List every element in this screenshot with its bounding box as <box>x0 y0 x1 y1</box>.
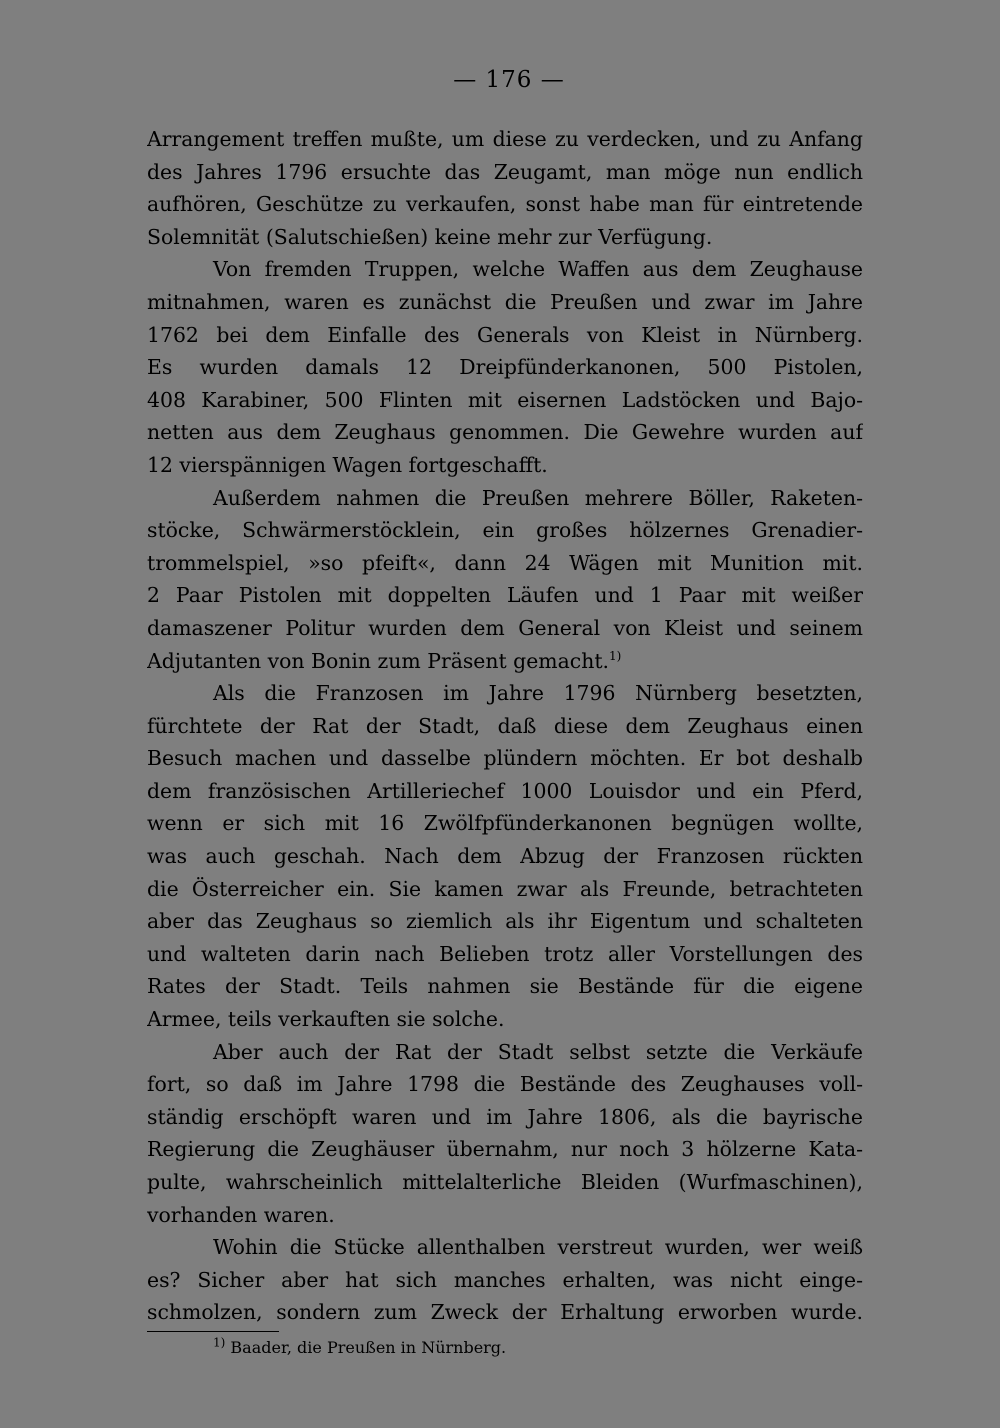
text-line: Wohin die Stücke allenthalben verstreut wurden, wer weiß <box>213 1235 863 1260</box>
text-line: damaszener Politur wurden dem General von Kleist und seinem <box>147 615 863 640</box>
footnote <box>147 1336 863 1360</box>
text-line-content: Adjutanten von Bonin zum Präsent gemacht. <box>147 648 610 673</box>
text-line: Armee, teils verkauften sie solche. <box>147 1007 505 1032</box>
text-line: aber das Zeughaus so ziemlich als ihr Eigentum und schalteten <box>147 909 863 934</box>
text-line: 2 Paar Pistolen mit doppelten Läufen und 1 Paar mit weißer <box>147 583 863 608</box>
text-line: Arrangement treffen mußte, um diese zu verdecken, und zu Anfang <box>147 127 863 151</box>
footnote-reference[interactable]: 1) <box>609 648 622 663</box>
text-line: Aber auch der Rat der Stadt selbst setzte die Verkäufe <box>213 1039 863 1064</box>
text-line: Rates der Stadt. Teils nahmen sie Bestände für die eigene <box>147 974 863 999</box>
paragraph <box>147 1231 863 1329</box>
page-number: — 176 — <box>453 67 565 93</box>
text-line: 408 Karabiner, 500 Flinten mit eisernen Ladstöcken und Bajo- <box>147 387 863 412</box>
body-text <box>147 123 863 1329</box>
text-line: fort, so daß im Jahre 1798 die Bestände des Zeughauses voll- <box>147 1072 863 1097</box>
footnote-marker: 1) <box>213 1335 226 1350</box>
text-line: was auch geschah. Nach dem Abzug der Franzosen rückten <box>147 844 863 869</box>
text-line: pulte, wahrscheinlich mittelalterliche Bleiden (Wurfmaschinen), <box>147 1170 863 1194</box>
text-line: 12 vierspännigen Wagen fortgeschafft. <box>147 452 548 477</box>
footnote-divider <box>147 1331 279 1332</box>
text-line: vorhanden waren. <box>147 1202 335 1227</box>
paragraph <box>147 253 863 481</box>
text-line: aufhören, Geschütze zu verkaufen, sonst habe man für eintretende <box>147 192 863 217</box>
footnote-text: Baader, die Preußen in Nürnberg. <box>230 1337 507 1357</box>
text-line: ständig erschöpft waren und im Jahre 1806, als die bayrische <box>147 1104 863 1129</box>
text-line: netten aus dem Zeughaus genommen. Die Gewehre wurden auf <box>147 420 863 445</box>
text-line <box>147 645 863 678</box>
document-page <box>147 60 863 1360</box>
text-line: Außerdem nahmen die Preußen mehrere Böller, Raketen- <box>213 485 863 510</box>
paragraph <box>147 482 863 678</box>
text-line: Von fremden Truppen, welche Waffen aus dem Zeughause <box>213 257 863 282</box>
text-line: mitnahmen, waren es zunächst die Preußen und zwar im Jahre <box>147 289 863 314</box>
text-line: Es wurden damals 12 Dreipfünderkanonen, 500 Pistolen, <box>147 355 863 380</box>
text-line: stöcke, Schwärmerstöcklein, ein großes hölzernes Grenadier- <box>147 518 863 543</box>
paragraph <box>147 677 863 1036</box>
text-line: die Österreicher ein. Sie kamen zwar als Freunde, betrachteten <box>147 876 863 901</box>
text-line: wenn er sich mit 16 Zwölfpfünderkanonen begnügen wollte, <box>147 811 863 836</box>
text-line: fürchtete der Rat der Stadt, daß diese dem Zeughaus einen <box>147 713 863 738</box>
text-line: Regierung die Zeughäuser übernahm, nur noch 3 hölzerne Kata- <box>147 1137 863 1162</box>
text-line: Solemnität (Salutschießen) keine mehr zur Verfügung. <box>147 224 713 249</box>
text-line: Besuch machen und dasselbe plündern möchten. Er bot deshalb <box>147 746 863 771</box>
text-line: schmolzen, sondern zum Zweck der Erhaltung erworben wurde. <box>147 1300 863 1325</box>
text-line: 1762 bei dem Einfalle des Generals von Kleist in Nürnberg. <box>147 322 863 347</box>
text-line: es? Sicher aber hat sich manches erhalten, was nicht einge- <box>147 1267 863 1292</box>
text-line: und walteten darin nach Belieben trotz aller Vorstellungen des <box>147 941 863 966</box>
text-line: trommelspiel, »so pfeift«, dann 24 Wägen mit Munition mit. <box>147 550 863 575</box>
paragraph <box>147 1036 863 1232</box>
text-line: des Jahres 1796 ersuchte das Zeugamt, man möge nun endlich <box>147 159 863 184</box>
text-line: Als die Franzosen im Jahre 1796 Nürnberg besetzten, <box>213 681 863 706</box>
text-line: dem französischen Artilleriechef 1000 Louisdor und ein Pferd, <box>147 778 863 803</box>
paragraph <box>147 123 863 253</box>
